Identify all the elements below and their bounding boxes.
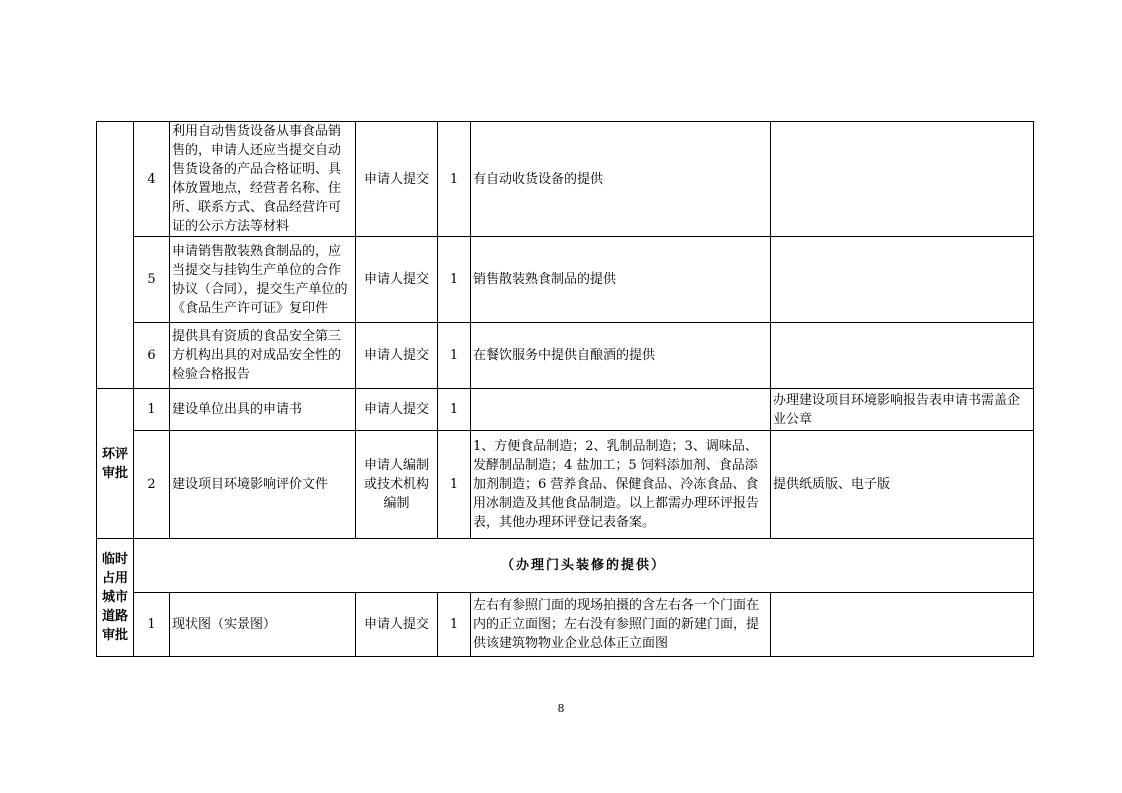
row-number: 2 — [134, 431, 170, 539]
condition-cell: 在餐饮服务中提供自酿酒的提供 — [471, 323, 771, 389]
table-row — [97, 431, 1034, 539]
condition-cell: 有自动收货设备的提供 — [471, 122, 771, 237]
row-number: 4 — [134, 122, 170, 237]
condition-cell: 销售散装熟食制品的提供 — [471, 237, 771, 323]
note-cell — [771, 593, 1034, 657]
page-number: 8 — [557, 702, 565, 715]
row-number: 1 — [134, 593, 170, 657]
source-cell: 申请人提交 — [356, 389, 438, 431]
material-cell: 建设单位出具的申请书 — [170, 389, 356, 431]
source-cell: 申请人提交 — [356, 237, 438, 323]
condition-cell: 1、方便食品制造；2、乳制品制造；3、调味品、发酵制品制造；4 盐加工；5 饲料添加剂、食品添加剂制造；6 营养食品、保健食品、冷冻食品、食用冰制造及其他食品制造。以上都需办理环评报告表，其他办理环评登记表备案。 — [471, 431, 771, 539]
table-row — [97, 539, 1034, 593]
condition-cell — [471, 389, 771, 431]
note-cell: 提供纸质版、电子版 — [771, 431, 1034, 539]
table-row — [97, 593, 1034, 657]
table-row — [97, 389, 1034, 431]
row-number: 5 — [134, 237, 170, 323]
note-cell — [771, 122, 1034, 237]
table-row — [97, 323, 1034, 389]
source-cell: 申请人编制或技术机构编制 — [356, 431, 438, 539]
row-number: 6 — [134, 323, 170, 389]
materials-table — [96, 121, 1034, 657]
condition-cell: 左右有参照门面的现场拍摄的含左右各一个门面在内的正立面图；左右没有参照门面的新建门面，提供该建筑物物业企业总体正立面图 — [471, 593, 771, 657]
material-cell: 利用自动售货设备从事食品销售的，申请人还应当提交自动售货设备的产品合格证明、具体放置地点，经营者名称、住所、联系方式、食品经营许可证的公示方法等材料 — [170, 122, 356, 237]
copies-cell: 1 — [438, 237, 471, 323]
category-cell — [97, 122, 134, 389]
material-cell: 申请销售散装熟食制品的，应当提交与挂钩生产单位的合作协议（合同），提交生产单位的《食品生产许可证》复印件 — [170, 237, 356, 323]
source-cell: 申请人提交 — [356, 593, 438, 657]
material-cell: 现状图（实景图） — [170, 593, 356, 657]
table-row — [97, 122, 1034, 237]
copies-cell: 1 — [438, 122, 471, 237]
row-number: 1 — [134, 389, 170, 431]
category-temp-road-approval: 临时占用城市道路审批 — [97, 539, 134, 657]
note-cell — [771, 323, 1034, 389]
copies-cell: 1 — [438, 593, 471, 657]
source-cell: 申请人提交 — [356, 323, 438, 389]
table-row — [97, 237, 1034, 323]
note-cell — [771, 237, 1034, 323]
source-cell: 申请人提交 — [356, 122, 438, 237]
copies-cell: 1 — [438, 389, 471, 431]
category-env-approval: 环评审批 — [97, 389, 134, 539]
note-cell: 办理建设项目环境影响报告表申请书需盖企业公章 — [771, 389, 1034, 431]
material-cell: 建设项目环境影响评价文件 — [170, 431, 356, 539]
copies-cell: 1 — [438, 431, 471, 539]
copies-cell: 1 — [438, 323, 471, 389]
section-banner: （办理门头装修的提供） — [134, 539, 1034, 593]
material-cell: 提供具有资质的食品安全第三方机构出具的对成品安全性的检验合格报告 — [170, 323, 356, 389]
